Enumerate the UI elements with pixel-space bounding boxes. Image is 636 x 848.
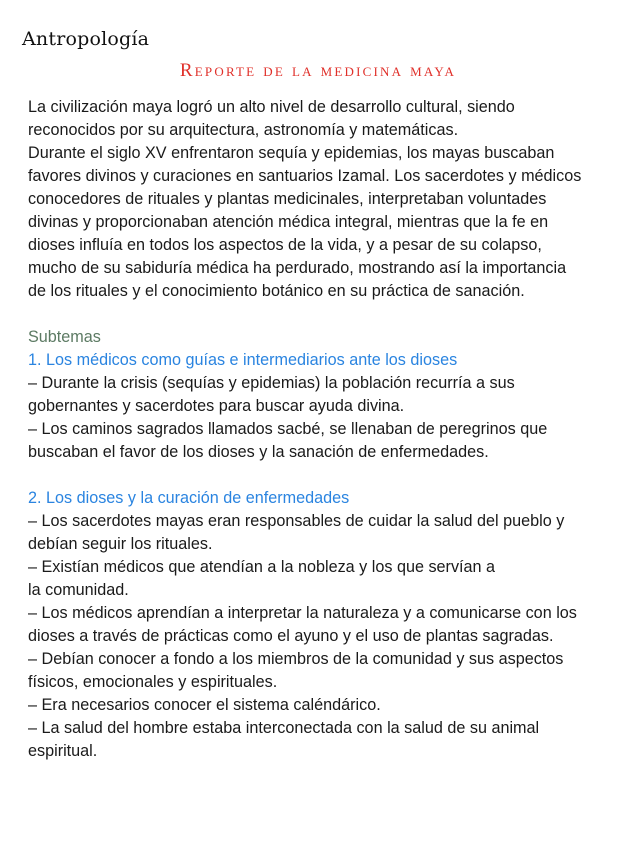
section-spacer (28, 464, 620, 487)
bullet-item: – Durante la crisis (sequías y epidemias) la población recurría a sus gobernantes y sacerdotes para buscar ayuda divina. (28, 374, 515, 415)
bullet-item: – Los caminos sagrados llamados sacbé, se llenaban de peregrinos que buscaban el favor de los dioses y la sanación de enfermedades. (28, 420, 548, 461)
bullet-item: – La salud del hombre estaba interconectada con la salud de su animal espiritual. (28, 719, 540, 760)
bullet-item: – Debían conocer a fondo a los miembros de la comunidad y sus aspectos físicos, emocionales y espirituales. (28, 650, 564, 691)
document-title: Reporte de la medicina maya (179, 60, 457, 81)
document-body (28, 96, 620, 763)
section-heading: 1. Los médicos como guías e intermediarios ante los dioses (28, 351, 458, 369)
section-heading: 2. Los dioses y la curación de enfermedades (28, 489, 350, 507)
subtopics-label: Subtemas (28, 328, 101, 346)
bullet-item: – Los médicos aprendían a interpretar la naturaleza y a comunicarse con los dioses a través de prácticas como el ayuno y el uso de plantas sagradas. (28, 604, 577, 645)
paragraph-spacer (28, 303, 620, 326)
intro-paragraph: La civilización maya logró un alto nivel de desarrollo cultural, siendo reconocidos por su arquitectura, astronomía y matemáticas. Durante el siglo XV enfrentaron sequía y epidemias, los mayas buscaban favores divinos y curaciones en santuarios Izamal. Los sacerdotes y médicos conocedores de rituales y plantas medicinales, interpretaban voluntades divinas y proporcionaban atención médica integral, mientras que la fe en dioses influía en todos los aspectos de la vida, y a pesar de su colapso, mucho de su sabiduría médica ha perdurado, mostrando así la importancia de los rituales y el conocimiento botánico en su práctica de sanación. (28, 98, 582, 300)
bullet-item: – Existían médicos que atendían a la nobleza y los que servían a la comunidad. (28, 558, 496, 599)
bullet-item: – Era necesarios conocer el sistema caléndárico. (28, 696, 381, 714)
subject-heading: Antropología (22, 28, 150, 50)
bullet-item: – Los sacerdotes mayas eran responsables de cuidar la salud del pueblo y debían seguir los rituales. (28, 512, 565, 553)
